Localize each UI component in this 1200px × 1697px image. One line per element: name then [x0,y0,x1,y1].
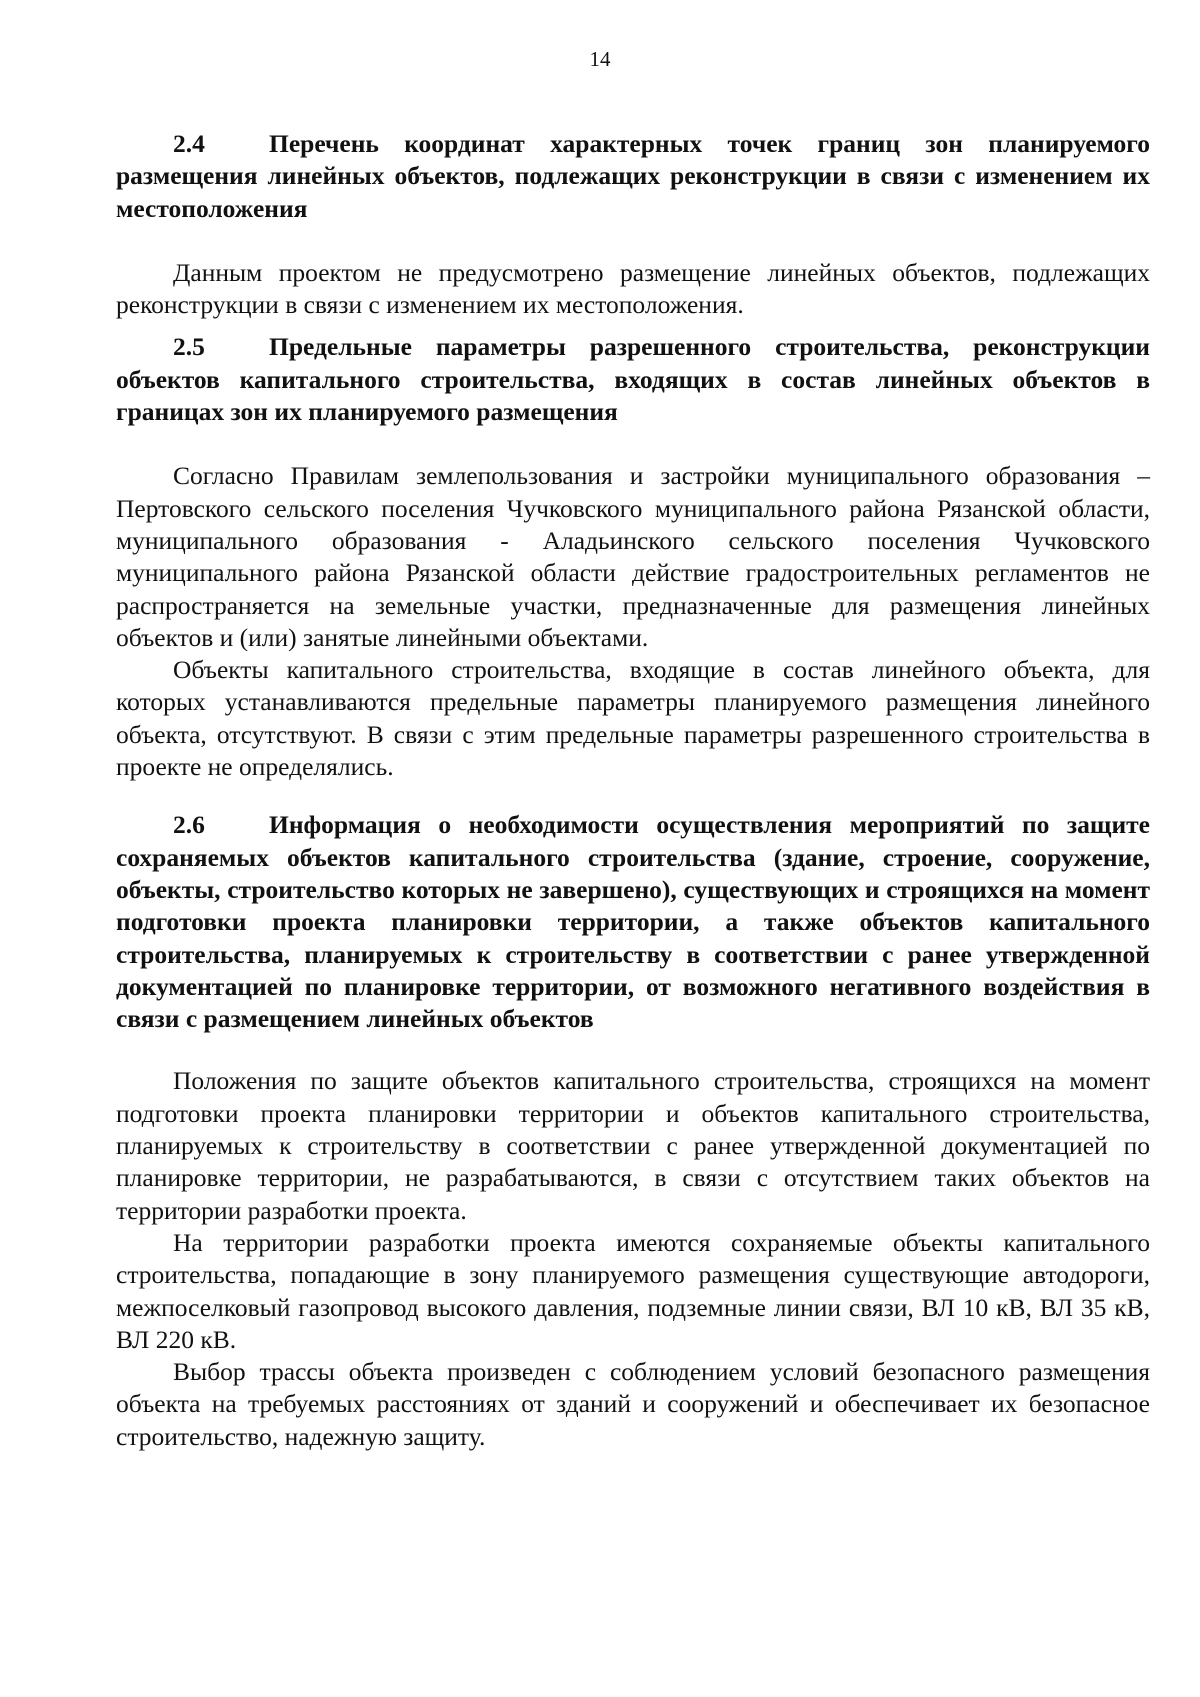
paragraph: Согласно Правилам землепользования и застройки муниципального образования – Пертовского сельского поселения Чучковского муниципального района Рязанской области, муниципального образования - Аладьинского сельского поселения Чучковского муниципального района Рязанской области действие градостроительных регламентов не распространяется на земельные участки, предназначенные для размещения линейных объектов и (или) занятые линейными объектами. [116,461,1150,652]
section-number: 2.4 [173,129,205,158]
page-number: 14 [589,47,611,71]
section-title: Перечень координат характерных точек границ зон планируемого размещения линейных объектов, подлежащих реконструкции в связи с изменением их местоположения [116,129,1150,223]
section-number: 2.6 [173,810,205,840]
section-title: Предельные параметры разрешенного строительства, реконструкции объектов капитального строительства, входящих в состав линейных объектов в границах зон их планируемого размещения [116,332,1150,427]
paragraph: Объекты капитального строительства, входящие в состав линейного объекта, для которых устанавливаются предельные параметры планируемого размещения линейного объекта, отсутствуют. В связи с этим предельные параметры разрешенного строительства в проекте не определялись. [116,655,1150,782]
paragraph: Выбор трассы объекта произведен с соблюдением условий безопасного размещения объекта на требуемых расстояниях от зданий и сооружений и обеспечивает их безопасное строительство, надежную защиту. [116,1357,1150,1451]
section-title: Информация о необходимости осуществления мероприятий по защите сохраняемых объектов капитального строительства (здание, строение, сооружение, объекты, строительство которых не завершено), существующих и строящихся на момент подготовки проекта планировки территории, а также объектов капитального строительства, планируемых к строительству в соответствии с ранее утвержденной документацией по планировке территории, от возможного негативного воздействия в связи с размещением линейных объектов [116,810,1150,1034]
page-content [116,128,1150,1453]
paragraph: Данным проектом не предусмотрено размещение линейных объектов, подлежащих реконструкции в связи с изменением их местоположения. [116,257,1150,320]
section-number: 2.5 [173,332,205,362]
paragraph: На территории разработки проекта имеются сохраняемые объекты капитального строительства, попадающие в зону планируемого размещения существующие автодороги, межпоселковый газопровод высокого давления, подземные линии связи, ВЛ 10 кВ, ВЛ 35 кВ, ВЛ 220 кВ. [116,1227,1150,1354]
paragraph: Положения по защите объектов капитального строительства, строящихся на момент подготовки проекта планировки территории и объектов капитального строительства, планируемых к строительству в соответствии с ранее утвержденной документацией по планировке территории, не разрабатываются, в связи с отсутствием таких объектов на территории разработки проекта. [116,1066,1150,1225]
section-heading-2-6 [116,809,1150,1035]
section-heading-2-4 [116,128,1150,225]
section-heading-2-5 [116,331,1150,428]
